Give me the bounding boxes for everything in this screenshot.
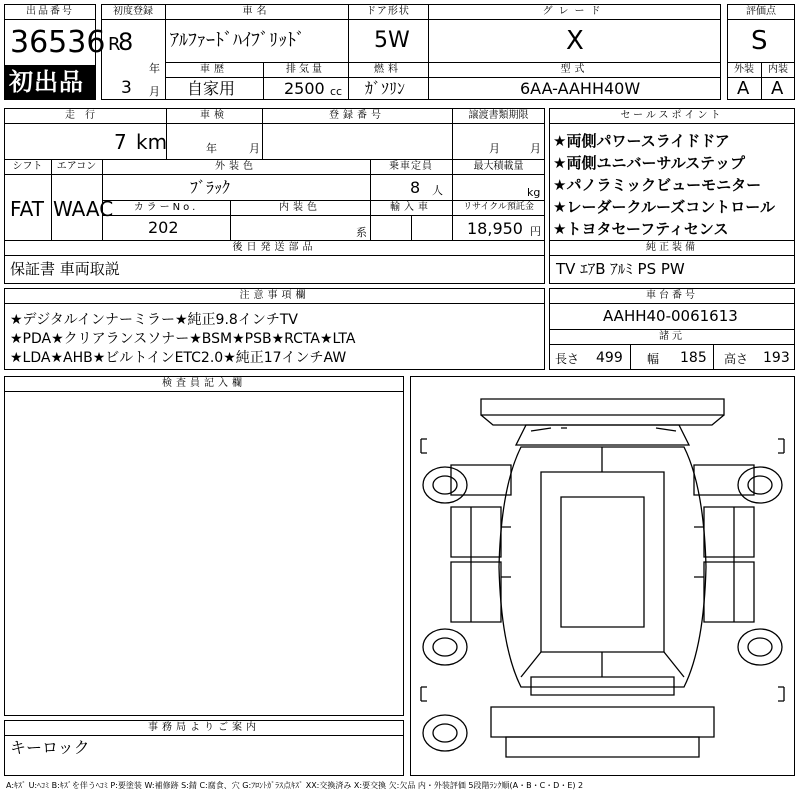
displacement-header: 排気量 [286, 64, 325, 75]
era: R [108, 34, 121, 55]
sales-point-item: ★パノラミックビューモニター [553, 176, 762, 194]
std-equip: TV ｴｱB ｱﾙﾐ PS PW [556, 260, 685, 278]
aircon-header: エアコン [56, 161, 97, 172]
first-reg-month: 3 [121, 78, 132, 98]
int-color-header: 内装色 [279, 202, 321, 213]
history-header: 車歴 [200, 64, 228, 75]
door-type: 5W [374, 28, 410, 53]
km-label: km [136, 130, 168, 154]
inspection-month-label: 月 [249, 142, 260, 155]
score: S [751, 26, 768, 56]
detail-grid [4, 108, 545, 284]
sales-point-item: ★両側パワースライドドア [553, 132, 730, 150]
color-no-header: カラーNo. [133, 202, 199, 213]
model: 6AA-AAHH40W [520, 79, 641, 98]
ext-color: ﾌﾞﾗｯｸ [190, 178, 231, 197]
office-notes-header: 事務局よりご案内 [148, 722, 260, 733]
lot-number: 36536 [10, 25, 106, 60]
inspector-notes-box [4, 376, 404, 716]
caution-line: ★LDA★AHB★ビルトインETC2.0★純正17インチAW [10, 350, 347, 366]
legend-footer: A:ｷｽﾞ U:ﾍｺﾐ B:ｷｽﾞを伴うﾍｺﾐ P:要塗装 W:補修跡 S:錆 C:腐食、穴 G:ﾌﾛﾝﾄｶﾞﾗｽ点ｷｽﾞ XX:交換済み X:要交換 欠:欠品 内・外装評価 5段階ﾗﾝｸ順(A・B・C・D・E) 2 [6, 781, 584, 790]
sales-point-item: ★レーダークルーズコントロール [553, 198, 775, 216]
sales-points-header: セールスポイント [620, 110, 724, 121]
first-listing-label: 初出品 [9, 68, 84, 96]
office-notes: キーロック [10, 738, 90, 757]
grade-header: グレード [542, 6, 607, 17]
inspection-year-label: 年 [206, 142, 217, 155]
shift: FAT [10, 197, 45, 221]
inspection-header: 車検 [200, 110, 228, 121]
persons-label: 人 [432, 184, 443, 197]
year-label: 年 [149, 62, 160, 75]
color-no: 202 [148, 218, 179, 237]
transfer-date-header: 譲渡書類期限 [468, 110, 529, 121]
grade: X [566, 26, 584, 56]
first-reg-header: 初度登録 [113, 6, 153, 17]
caution-header: 注意事項欄 [239, 290, 310, 301]
displacement: 2500 [284, 79, 325, 98]
specs-header: 諸元 [659, 331, 685, 342]
month-label: 月 [149, 85, 160, 98]
exterior-grade: A [737, 78, 750, 99]
recycle-header: リサイクル預託金 [463, 202, 534, 212]
height: 193 [763, 350, 790, 366]
caution-line: ★デジタルインナーミラー★純正9.8インチTV [10, 312, 298, 328]
yen-label: 円 [530, 225, 541, 238]
kg-label: kg [527, 186, 541, 199]
width-label: 幅 [647, 352, 660, 366]
chassis-number: AAHH40-0061613 [603, 307, 738, 325]
kei-label: 系 [356, 226, 367, 239]
interior-grade: A [771, 78, 784, 99]
cc-label: cc [330, 85, 343, 98]
length-label: 長さ [555, 352, 580, 366]
chassis-header: 車台番号 [646, 290, 698, 301]
car-diagram-box [410, 376, 795, 776]
reg-no-header: 登録番号 [329, 110, 385, 121]
transfer-day-label: 月 [530, 142, 541, 155]
sales-point-item: ★両側ユニバーサルステップ [553, 154, 745, 172]
mileage: 7 [114, 130, 127, 154]
recycle-fee: 18,950 [467, 219, 523, 238]
exterior-header: 外装 [734, 64, 754, 75]
car-name: ｱﾙﾌｧｰﾄﾞﾊｲﾌﾞﾘｯﾄﾞ [170, 30, 305, 51]
capacity-header: 乗車定員 [389, 161, 433, 172]
capacity: 8 [410, 178, 421, 197]
ext-color-header: 外装色 [215, 161, 257, 172]
score-header: 評価点 [746, 6, 776, 17]
height-label: 高さ [724, 352, 749, 366]
sales-point-item: ★トヨタセーフティセンス [553, 220, 729, 238]
shift-header: シフト [12, 161, 43, 172]
caution-line: ★PDA★クリアランスソナー★BSM★PSB★RCTA★LTA [10, 331, 356, 347]
interior-header: 内装 [768, 64, 788, 75]
later-parts-header: 後日発送部品 [232, 242, 317, 253]
import-header: 輸入車 [390, 202, 432, 213]
fuel-header: 燃料 [374, 64, 402, 75]
car-name-header: 車名 [242, 6, 271, 17]
later-parts: 保証書 車両取説 [10, 260, 120, 278]
fuel: ｶﾞｿﾘﾝ [365, 79, 406, 98]
car-diagram [411, 377, 794, 775]
first-reg-year: 8 [118, 28, 134, 56]
lot-number-header: 出品番号 [26, 6, 74, 17]
inspector-notes-header: 検査員記入欄 [162, 378, 246, 389]
model-header: 型式 [560, 64, 589, 75]
door-header: ドア形状 [366, 6, 410, 17]
width: 185 [680, 350, 707, 366]
aircon: WAAC [53, 197, 114, 221]
max-load-header: 最大積載量 [473, 161, 524, 172]
length: 499 [596, 350, 623, 366]
transfer-month-label: 月 [489, 142, 500, 155]
history: 自家用 [187, 79, 236, 98]
std-equip-header: 純正装備 [646, 242, 698, 253]
mileage-header: 走行 [65, 110, 105, 121]
